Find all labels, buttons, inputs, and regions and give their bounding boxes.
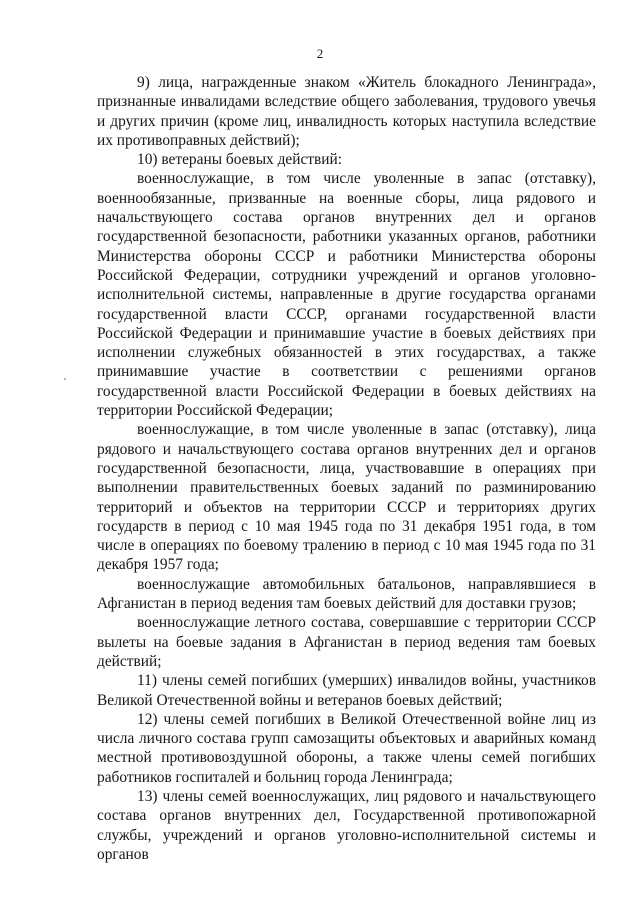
paragraph-item-10-heading: 10) ветераны боевых действий: [137, 151, 343, 169]
page-number: 2 [316, 46, 324, 61]
document-body [97, 73, 596, 864]
paragraph-item-11: 11) члены семей погибших (умерших) инвалидов войны, участников Великой Отечественной войны и ветеранов боевых действий; [97, 672, 596, 709]
paragraph-item-13: 13) члены семей военнослужащих, лиц рядового и начальствующего состава органов внутренних дел, Государственной противопожарной службы, учреждений и органов уголовно-исполнительной системы и органов [97, 787, 596, 863]
margin-mark [64, 378, 66, 380]
paragraph-flight-crew: военнослужащие летного состава, совершавшие с территории СССР вылеты на боевые задания в Афганистан в период ведения там боевых действий; [97, 614, 596, 670]
paragraph-military-abroad: военнослужащие, в том числе уволенные в запас (отставку), военнообязанные, призванные на военные сборы, лица рядового и начальствующего состава органов внутренних дел и органов государственной безопасности, работники указанных органов, работники Министерства обороны СССР и работники Министерства обороны Российской Федерации, сотрудники учреждений и органов уголовно-исполнительной системы, направленные в другие государства органами государственной власти СССР, органами государственной власти Российской Федерации и принимавшие участие в боевых действиях при исполнении служебных обязанностей в этих государствах, а также принимавшие участие в соответствии с решениями органов государственной власти Российской Федерации в боевых действиях на территории Российской Федерации; [97, 170, 596, 420]
paragraph-item-9: 9) лица, награжденные знаком «Житель блокадного Ленинграда», признанные инвалидами вследствие общего заболевания, трудового увечья и других причин (кроме лиц, инвалидность которых наступила вследствие их противоправных действий); [97, 74, 596, 149]
paragraph-demining: военнослужащие, в том числе уволенные в запас (отставку), лица рядового и начальствующего состава органов внутренних дел и органов государственной безопасности, лица, участвовавшие в операциях при выполнении правительственных боевых заданий по разминированию территорий и объектов на территории СССР и территориях других государств в период с 10 мая 1945 года по 31 декабря 1951 года, в том числе в операциях по боевому тралению в период с 10 мая 1945 года по 31 декабря 1957 года; [97, 421, 596, 574]
paragraph-item-12: 12) члены семей погибших в Великой Отечественной войне лиц из числа личного состава групп самозащиты объектовых и аварийных команд местной противовоздушной обороны, а также члены семей погибших работников госпиталей и больниц города Ленинграда; [97, 710, 596, 786]
paragraph-automobile-battalions: военнослужащие автомобильных батальонов, направлявшиеся в Афганистан в период ведения там боевых действий для доставки грузов; [97, 575, 596, 613]
